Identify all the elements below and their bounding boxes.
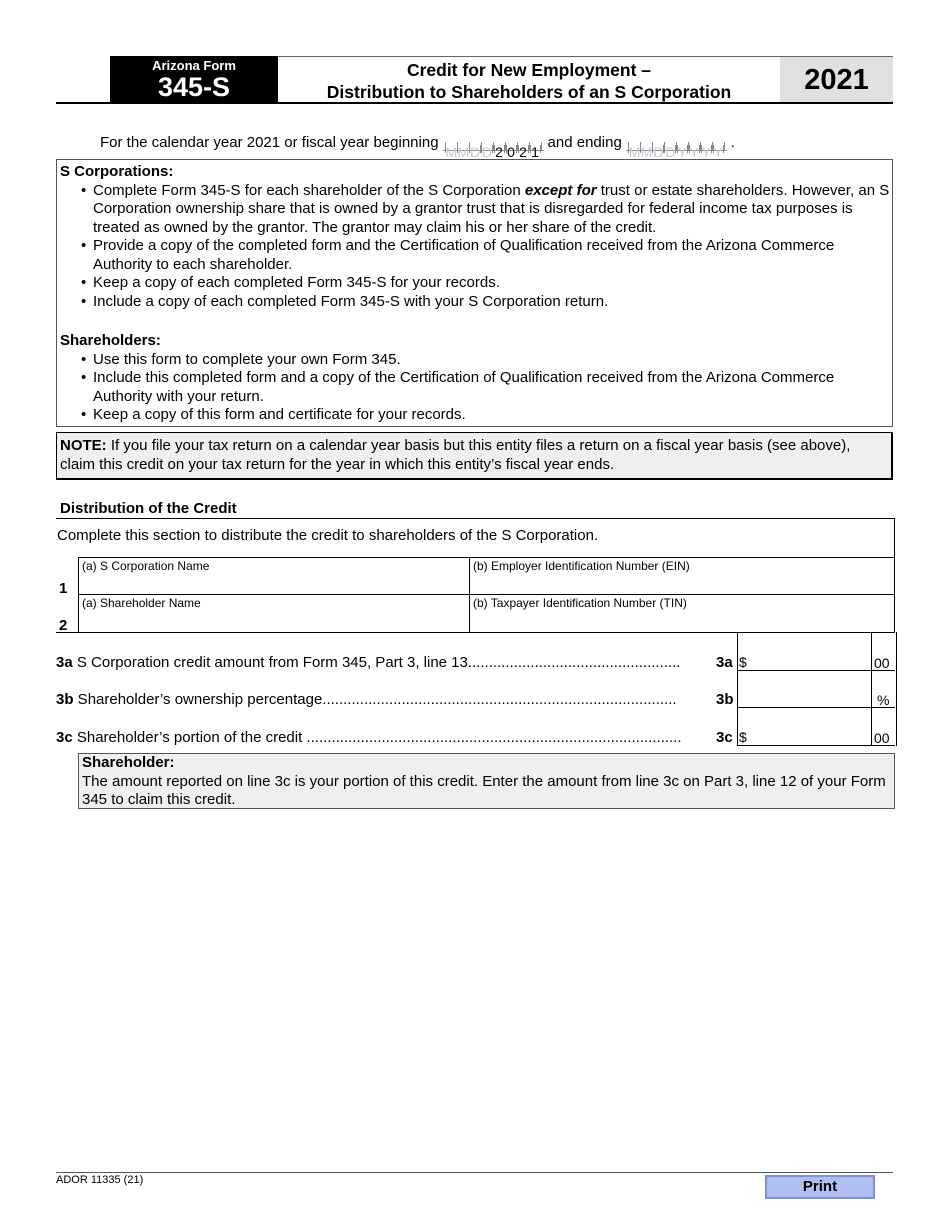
- line-3a-text: S Corporation credit amount from Form 345, Part 3, line 13: [72, 654, 468, 671]
- footer-rule: [56, 1172, 893, 1173]
- end-char: M: [628, 143, 641, 160]
- begin-char: 2: [495, 143, 503, 160]
- ein-input[interactable]: [470, 573, 893, 594]
- shareholder-name-input[interactable]: [79, 610, 468, 631]
- list-item: • Include this completed form and a copy of the Certification of Qualification received from the Arizona Commerce Authority with your return.: [81, 369, 892, 406]
- line-ref: 3b: [716, 691, 734, 708]
- line-number: 2: [59, 617, 68, 634]
- s-corporations-heading: S Corporations:: [60, 163, 174, 180]
- list-item: • Use this form to complete your own Form 345.: [81, 351, 892, 370]
- list-item: [81, 182, 892, 238]
- percent-underline: [871, 707, 895, 708]
- header-rule: [56, 102, 893, 104]
- begin-char: 1: [531, 143, 539, 160]
- begin-date-input[interactable]: [443, 135, 544, 160]
- print-button[interactable]: Print: [765, 1175, 875, 1199]
- end-char: Y: [689, 143, 699, 160]
- line-3c-amount-input[interactable]: [737, 728, 871, 746]
- end-char: Y: [677, 143, 687, 160]
- line-3b-text: Shareholder’s ownership percentage: [73, 691, 323, 708]
- grid-line: [78, 557, 895, 558]
- list-item: • Keep a copy of each completed Form 345-S for your records.: [81, 274, 892, 293]
- line-3b-row: [56, 691, 756, 708]
- form-number: 345-S: [157, 72, 231, 102]
- ein-label: (b) Employer Identification Number (EIN): [473, 559, 690, 573]
- line-ref: 3c: [716, 729, 733, 746]
- end-char: M: [640, 143, 653, 160]
- form-code: ADOR 11335 (21): [56, 1174, 144, 1186]
- percent-sign: %: [877, 692, 890, 708]
- cents-underline: [871, 745, 895, 746]
- shareholders-heading: Shareholders:: [60, 332, 161, 349]
- note-text: If you file your tax return on a calendar year basis but this entity files a return on a fiscal year basis (see above), claim this credit on your tax return for the year in which this entity’s fiscal year ends.: [60, 437, 851, 473]
- line-3c-text: Shareholder’s portion of the credit: [72, 729, 307, 746]
- tax-period-line: [100, 134, 735, 160]
- begin-char: 0: [507, 143, 515, 160]
- period-middle: and ending: [547, 134, 622, 151]
- begin-char: D: [469, 143, 481, 160]
- line-number: 3a: [56, 654, 73, 671]
- period-suffix: .: [730, 134, 735, 151]
- note-label: NOTE:: [60, 437, 107, 454]
- distribution-intro: Complete this section to distribute the credit to shareholders of the S Corporation.: [57, 527, 599, 544]
- instructions-box: [56, 159, 893, 427]
- end-char: D: [653, 143, 664, 160]
- form-state-label: Arizona Form: [152, 58, 236, 73]
- form-title-line1: Credit for New Employment –: [406, 60, 652, 80]
- line-ref: 3a: [716, 654, 733, 671]
- cents-label: 00: [874, 655, 890, 671]
- bullet-text: Complete Form 345-S for each shareholder of the S Corporation: [93, 181, 525, 199]
- s-corporations-list: [57, 182, 892, 312]
- begin-char: 2: [519, 143, 527, 160]
- line-number: 3c: [56, 729, 73, 746]
- end-char: Y: [713, 143, 723, 160]
- leader-dots: ..........................................................................................: [306, 729, 682, 746]
- tin-input[interactable]: [470, 610, 893, 631]
- s-corp-name-label: (a) S Corporation Name: [82, 559, 210, 573]
- list-item: • Provide a copy of the completed form and the Certification of Qualification received from the Arizona Commerce Authority to each shareholder.: [81, 237, 892, 274]
- bullet-text: trust or estate shareholders. However, an S Corporation ownership share that is owned by a grantor trust that is disregarded for federal income tax purposes is treated as owned by the grantor. The grantor may claim his or her share of the credit.: [93, 181, 890, 236]
- shareholder-note-box: [78, 753, 895, 809]
- begin-char: D: [481, 143, 493, 160]
- end-char: D: [665, 143, 676, 160]
- form-year: 2021: [780, 56, 893, 103]
- grid-line: [78, 594, 895, 595]
- cents-label: 00: [874, 730, 890, 746]
- period-prefix: For the calendar year 2021 or fiscal year beginning: [100, 134, 439, 151]
- dollar-sign: $: [739, 729, 747, 745]
- tin-label: (b) Taxpayer Identification Number (TIN): [473, 596, 687, 610]
- form-title-line2: Distribution to Shareholders of an S Corporation: [326, 82, 732, 102]
- leader-dots: ...................................................: [467, 654, 681, 671]
- dollar-sign: $: [739, 654, 747, 670]
- shareholder-name-label: (a) Shareholder Name: [82, 596, 201, 610]
- bullet-emphasis: except for: [524, 181, 597, 199]
- begin-char: M: [457, 143, 470, 160]
- line-number: 3b: [56, 691, 74, 708]
- end-char: Y: [701, 143, 711, 160]
- distribution-title: Distribution of the Credit: [60, 500, 237, 517]
- list-item: • Keep a copy of this form and certificate for your records.: [81, 406, 892, 425]
- line-3b-percent-input[interactable]: [737, 690, 871, 708]
- line-3c-row: [56, 729, 756, 746]
- line-3a-amount-input[interactable]: [737, 653, 871, 671]
- form-title: [278, 56, 780, 103]
- s-corp-name-input[interactable]: [79, 573, 468, 594]
- begin-char: M: [445, 143, 458, 160]
- note-box: [56, 432, 893, 480]
- line-3a-row: [56, 654, 756, 671]
- line-number: 1: [59, 580, 68, 597]
- end-date-input[interactable]: [626, 135, 727, 160]
- cents-underline: [871, 670, 895, 671]
- cents-divider: [871, 632, 872, 746]
- shareholders-list: [57, 351, 892, 425]
- form-id-block: [110, 56, 278, 102]
- list-item: • Include a copy of each completed Form 345-S with your S Corporation return.: [81, 293, 892, 312]
- leader-dots: .....................................................................................: [322, 691, 677, 708]
- shareholder-note-text: The amount reported on line 3c is your portion of this credit. Enter the amount from line 3c on Part 3, line 12 of your Form 345 to claim this credit.: [82, 772, 886, 808]
- shareholder-note-heading: Shareholder:: [82, 754, 175, 771]
